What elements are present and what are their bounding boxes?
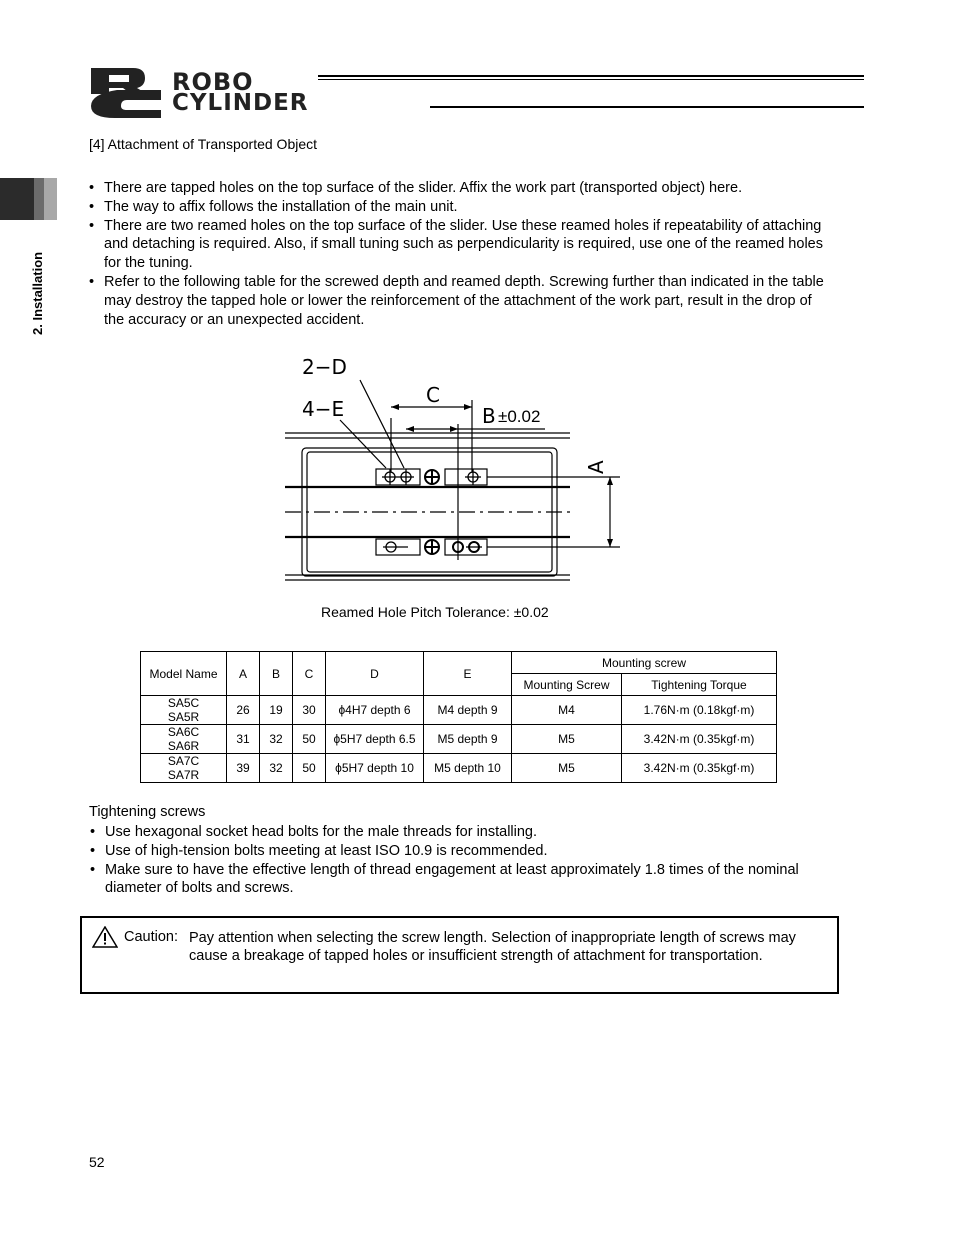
bullet-item: • Make sure to have the effective length of thread engagement at least approximately 1.8 times of the nominal diameter of bolts and screws. (90, 861, 810, 899)
bullet-item: • There are tapped holes on the top surface of the slider. Affix the work part (transported object) here. (89, 179, 834, 198)
model-cell: SA5R (167, 710, 200, 724)
model-cell: SA6C (167, 725, 200, 739)
logo-line2: CYLINDER (172, 90, 309, 116)
cell-screw: M4 (512, 696, 622, 725)
cell-d: ϕ5H7 depth 6.5 (326, 725, 424, 754)
th-c: C (293, 652, 326, 696)
header-rule-top (318, 75, 864, 77)
cell-c: 50 (293, 725, 326, 754)
cell-a: 31 (227, 725, 260, 754)
cell-torque: 3.42N·m (0.35kgf·m) (622, 754, 777, 783)
cell-d: ϕ5H7 depth 10 (326, 754, 424, 783)
caution-label: Caution: (124, 929, 179, 945)
cell-b: 32 (260, 754, 293, 783)
caution-text: Pay attention when selecting the screw length. Selection of inappropriate length of screws may cause a breakage of tapped holes or insufficient strength of attachment for transportation. (189, 930, 796, 964)
cell-a: 26 (227, 696, 260, 725)
cell-c: 30 (293, 696, 326, 725)
section-title: [4] Attachment of Transported Object (89, 136, 318, 152)
label-a: A (584, 460, 608, 474)
cell-screw: M5 (512, 754, 622, 783)
cell-e: M4 depth 9 (424, 696, 512, 725)
header-rule-top-thin (318, 79, 864, 80)
cell-d: ϕ4H7 depth 6 (326, 696, 424, 725)
page-number: 52 (89, 1154, 105, 1170)
label-b: B (482, 404, 496, 428)
intro-bullets (89, 179, 834, 329)
label-c: C (426, 383, 440, 407)
figure-caption: Reamed Hole Pitch Tolerance: ±0.02 (321, 604, 549, 620)
cell-torque: 1.76N·m (0.18kgf·m) (622, 696, 777, 725)
header-rule-bottom (430, 106, 864, 108)
cell-c: 50 (293, 754, 326, 783)
label-2d: 2−D (302, 355, 347, 379)
spec-table (140, 651, 777, 783)
cell-b: 19 (260, 696, 293, 725)
bullet-item: • Refer to the following table for the screwed depth and reamed depth. Screwing further than indicated in the table may destroy the tapped hole or lower the reinforcement of the attachment of the work part, result in the drop of the accuracy or an unexpected accident. (89, 273, 834, 329)
bullet-item: • The way to affix follows the installation of the main unit. (89, 198, 834, 217)
cell-e: M5 depth 10 (424, 754, 512, 783)
th-b: B (260, 652, 293, 696)
cell-a: 39 (227, 754, 260, 783)
model-cell: SA7C (167, 754, 200, 768)
label-b-tolerance: ±0.02 (498, 407, 541, 426)
tightening-title: Tightening screws (89, 804, 206, 820)
table-row (141, 754, 777, 783)
slider-drawing (280, 350, 630, 588)
cell-torque: 3.42N·m (0.35kgf·m) (622, 725, 777, 754)
th-d: D (326, 652, 424, 696)
th-mounting-group: Mounting screw (512, 652, 777, 674)
side-tab (0, 178, 57, 220)
warning-icon (92, 926, 118, 948)
table-row (141, 696, 777, 725)
table-row (141, 725, 777, 754)
bullet-item: • Use of high-tension bolts meeting at least ISO 10.9 is recommended. (90, 842, 810, 861)
label-4e: 4−E (302, 397, 345, 421)
th-mounting-screw: Mounting Screw (512, 674, 622, 696)
logo-line1: ROBO (172, 68, 254, 96)
cell-b: 32 (260, 725, 293, 754)
bullet-item: • There are two reamed holes on the top surface of the slider. Use these reamed holes if repeatability of attaching and detaching is required. Also, if small tuning such as perpendicularity is required, use one of the reamed holes for the tuning. (89, 217, 834, 273)
rc-logo-icon (87, 66, 169, 118)
model-cell: SA5C (167, 696, 200, 710)
th-a: A (227, 652, 260, 696)
th-torque: Tightening Torque (622, 674, 777, 696)
caution-box (80, 916, 839, 994)
cell-screw: M5 (512, 725, 622, 754)
model-cell: SA7R (167, 768, 200, 782)
model-cell: SA6R (167, 739, 200, 753)
side-tab-label: 2. Installation (30, 251, 45, 335)
th-e: E (424, 652, 512, 696)
tightening-bullets (90, 823, 810, 898)
th-model: Model Name (141, 652, 227, 696)
bullet-item: • Use hexagonal socket head bolts for the male threads for installing. (90, 823, 810, 842)
cell-e: M5 depth 9 (424, 725, 512, 754)
